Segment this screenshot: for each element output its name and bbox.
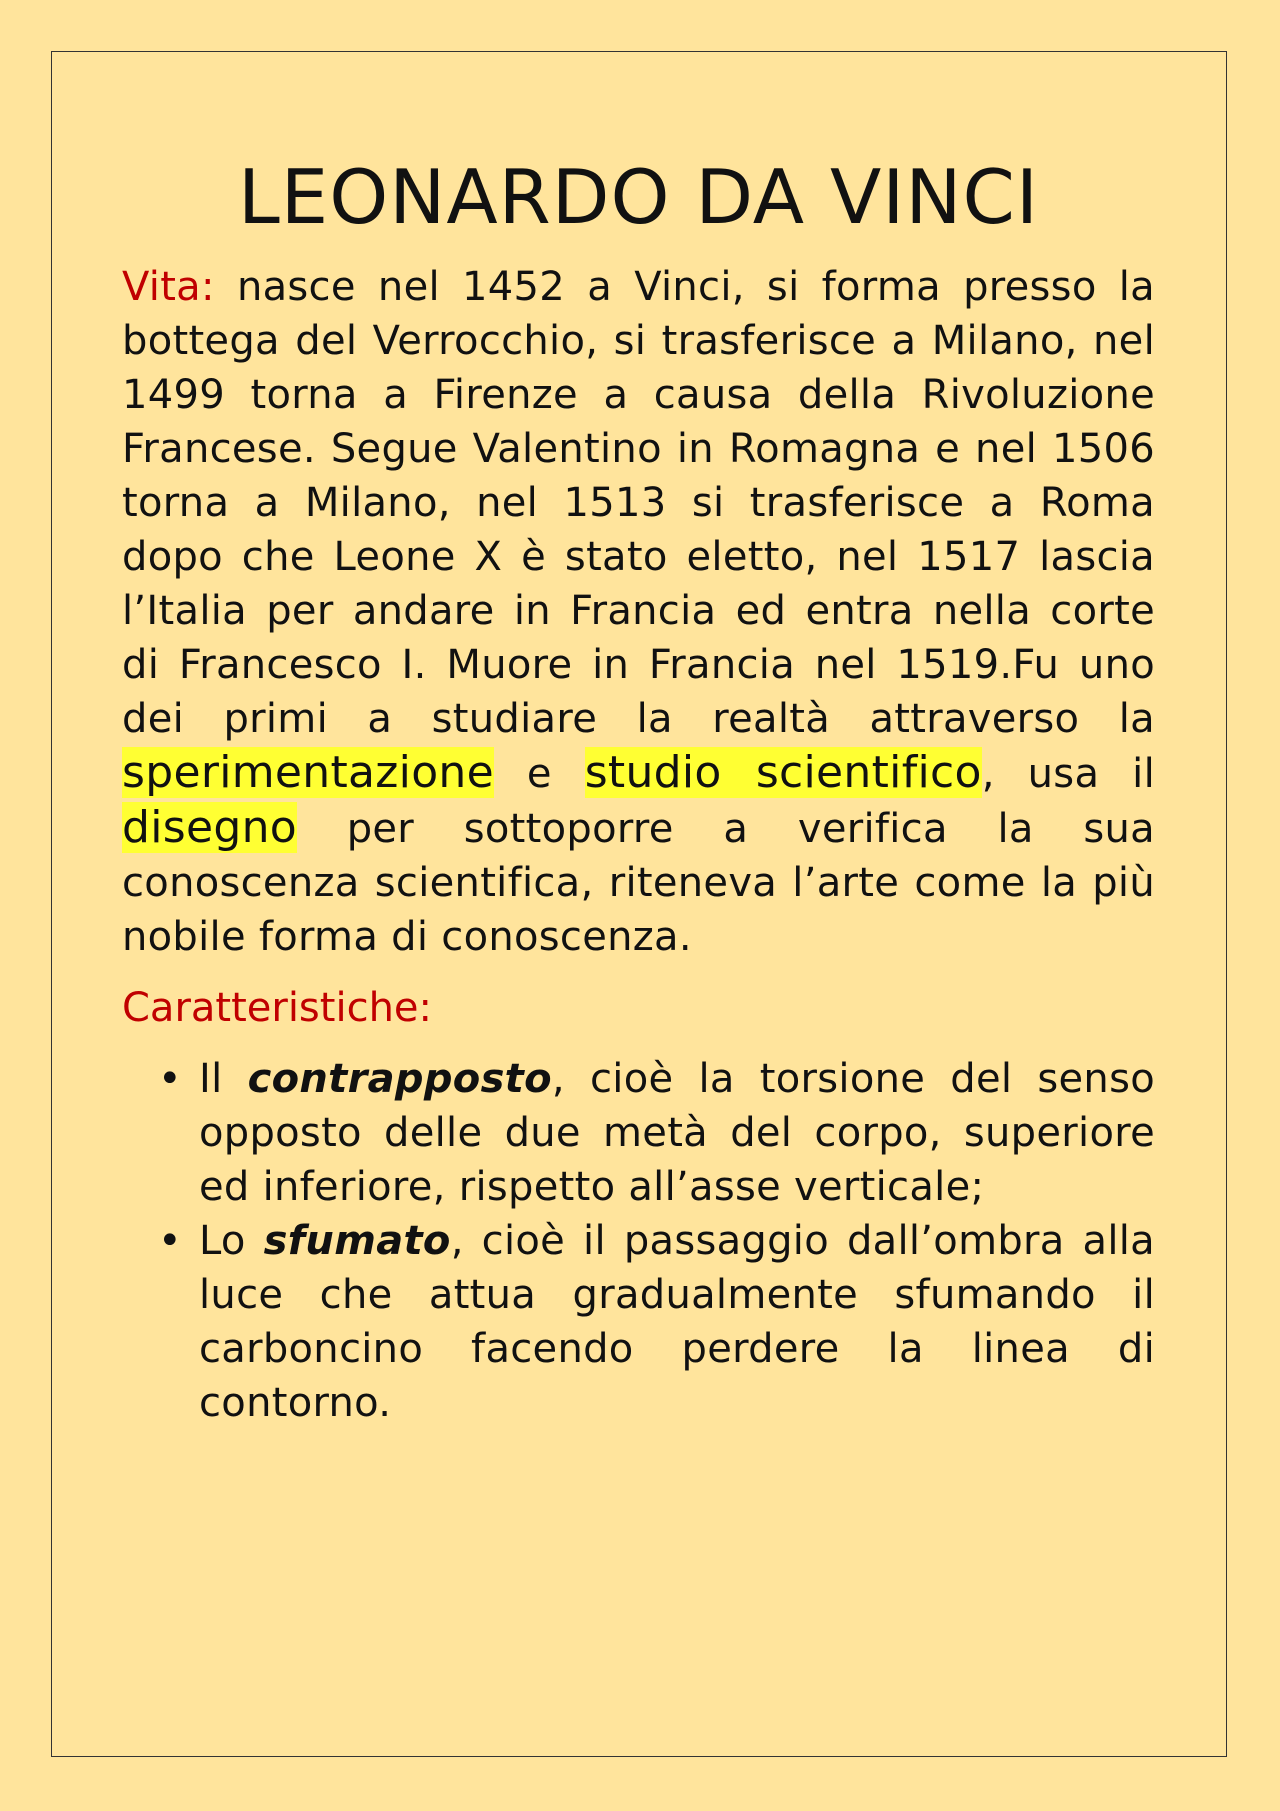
list-item-text: , cioè il passaggio dall’ombra alla luce che attua gradualmente sfumando il carboncino facendo perdere la linea di contorno. — [199, 1218, 1155, 1426]
term-contrapposto: contrapposto — [247, 1056, 552, 1102]
document-content — [122, 150, 1155, 1430]
document-title: LEONARDO DA VINCI — [238, 153, 1039, 241]
list-item-text: , cioè la torsione del senso opposto delle due metà del corpo, superiore ed inferiore, rispetto all’asse verticale; — [199, 1056, 1155, 1210]
highlight-sperimentazione: sperimentazione — [122, 747, 494, 798]
vita-label: Vita: — [122, 264, 215, 310]
vita-text-1: nasce nel 1452 a Vinci, si forma presso la bottega del Verrocchio, si trasferisce a Milano, nel 1499 torna a Firenze a causa della Rivoluzione Francese. Segue Valentino in Romagna e nel 1506 torna a Milano, nel 1513 si trasferisce a Roma dopo che Leone X è stato eletto, nel 1517 lascia l’Italia per andare in Francia ed entra nella corte di Francesco I. Muore in Francia nel 1519.Fu uno dei primi a studiare la realtà attraverso la — [122, 264, 1155, 742]
bullet-icon: • — [158, 1218, 182, 1264]
highlight-studio-scientifico: studio scientifico — [584, 747, 982, 798]
caratteristiche-list — [122, 1052, 1155, 1430]
vita-text-4: per sottoporre a verifica la sua conoscenza scientifica, riteneva l’arte come la più nobile forma di conoscenza. — [122, 806, 1155, 960]
vita-text-2: e — [493, 751, 585, 797]
caratteristiche-heading: Caratteristiche: — [122, 985, 432, 1031]
vita-text-3: , usa il — [981, 751, 1155, 797]
highlight-disegno: disegno — [122, 802, 297, 853]
list-item-prefix: Lo — [199, 1218, 264, 1264]
list-item-prefix: Il — [199, 1056, 248, 1102]
vita-paragraph — [122, 260, 1155, 964]
list-item-sfumato — [122, 1214, 1155, 1430]
list-item-contrapposto — [122, 1052, 1155, 1214]
term-sfumato: sfumato — [263, 1218, 451, 1264]
bullet-icon: • — [158, 1056, 182, 1102]
